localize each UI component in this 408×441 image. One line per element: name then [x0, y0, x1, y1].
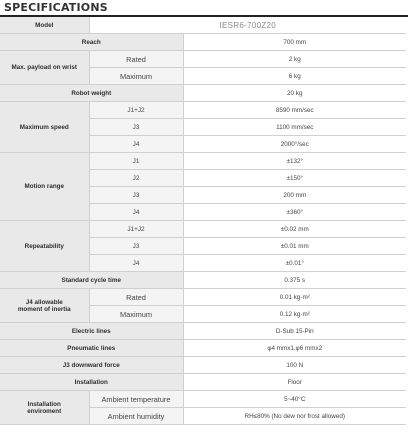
- axis-label: J3: [89, 119, 183, 136]
- row-value: RH≤80% (No dew nor frost allowed): [183, 408, 406, 425]
- axis-label: J3: [89, 187, 183, 204]
- axis-label: J1+J2: [89, 221, 183, 238]
- sub-label: Rated: [89, 289, 183, 306]
- row-label-line2: moment of inertia: [17, 305, 71, 313]
- row-value: ±150°: [183, 170, 406, 187]
- sub-label: Maximum: [89, 306, 183, 323]
- row-value: 1100 mm/sec: [183, 119, 406, 136]
- row-label: Reach: [0, 34, 183, 51]
- row-value: 200 mm: [183, 187, 406, 204]
- axis-label: J1: [89, 153, 183, 170]
- row-value: ±0.02 mm: [183, 221, 406, 238]
- table-row: [0, 357, 406, 374]
- row-label: Electric lines: [0, 323, 183, 340]
- row-value: 5~40°C: [183, 391, 406, 408]
- row-label-line1: J4 allowable: [25, 298, 63, 306]
- axis-label: J1+J2: [89, 102, 183, 119]
- table-row: [0, 374, 406, 391]
- table-row: [0, 340, 406, 357]
- sub-label: Ambient temperature: [89, 391, 183, 408]
- table-row: [0, 391, 406, 408]
- table-row: [0, 221, 406, 238]
- sub-label: Rated: [89, 51, 183, 68]
- row-label-line2: enviroment: [27, 407, 62, 415]
- row-value: Floor: [183, 374, 406, 391]
- table-row: [0, 323, 406, 340]
- sub-label: Maximum: [89, 68, 183, 85]
- sub-label: Ambient humidity: [89, 408, 183, 425]
- axis-label: J2: [89, 170, 183, 187]
- row-value: 8590 mm/sec: [183, 102, 406, 119]
- table-row: [0, 272, 406, 289]
- row-label: J3 downward force: [0, 357, 183, 374]
- row-label: Standard cycle time: [0, 272, 183, 289]
- row-label: Repeatability: [0, 221, 89, 272]
- axis-label: J4: [89, 204, 183, 221]
- row-label: Robot weight: [0, 85, 183, 102]
- table-row: [0, 153, 406, 170]
- row-label: [0, 391, 89, 425]
- row-value: 0.01 kg·m²: [183, 289, 406, 306]
- row-label: [0, 289, 89, 323]
- axis-label: J3: [89, 238, 183, 255]
- table-row: [0, 34, 406, 51]
- row-value: 2 kg: [183, 51, 406, 68]
- row-value: ±0.01 mm: [183, 238, 406, 255]
- row-label: Motion range: [0, 153, 89, 221]
- table-row: [0, 51, 406, 68]
- table-row: [0, 85, 406, 102]
- row-label: Maximum speed: [0, 102, 89, 153]
- axis-label: J4: [89, 255, 183, 272]
- row-label: Model: [0, 17, 89, 34]
- row-value: ±132°: [183, 153, 406, 170]
- row-value: D-Sub 15-Pin: [183, 323, 406, 340]
- row-value: 0.12 kg·m²: [183, 306, 406, 323]
- spec-table: [0, 17, 406, 425]
- row-label: Pneumatic lines: [0, 340, 183, 357]
- axis-label: J4: [89, 136, 183, 153]
- table-row: [0, 17, 406, 34]
- table-row: [0, 102, 406, 119]
- row-value: 700 mm: [183, 34, 406, 51]
- row-label-line1: Installation: [27, 400, 61, 408]
- row-value: IESR6-700Z20: [89, 17, 406, 34]
- row-value: 0.375 s: [183, 272, 406, 289]
- row-value: ±360°: [183, 204, 406, 221]
- row-value: 20 kg: [183, 85, 406, 102]
- row-value: 2000°/sec: [183, 136, 406, 153]
- row-value: φ4 mmx1,φ6 mmx2: [183, 340, 406, 357]
- row-value: 6 kg: [183, 68, 406, 85]
- table-row: [0, 289, 406, 306]
- row-label: Max. payload on wrist: [0, 51, 89, 85]
- row-label: Installation: [0, 374, 183, 391]
- row-value: 100 N: [183, 357, 406, 374]
- page-title: SPECIFICATIONS: [4, 1, 108, 14]
- row-value: ±0.01°: [183, 255, 406, 272]
